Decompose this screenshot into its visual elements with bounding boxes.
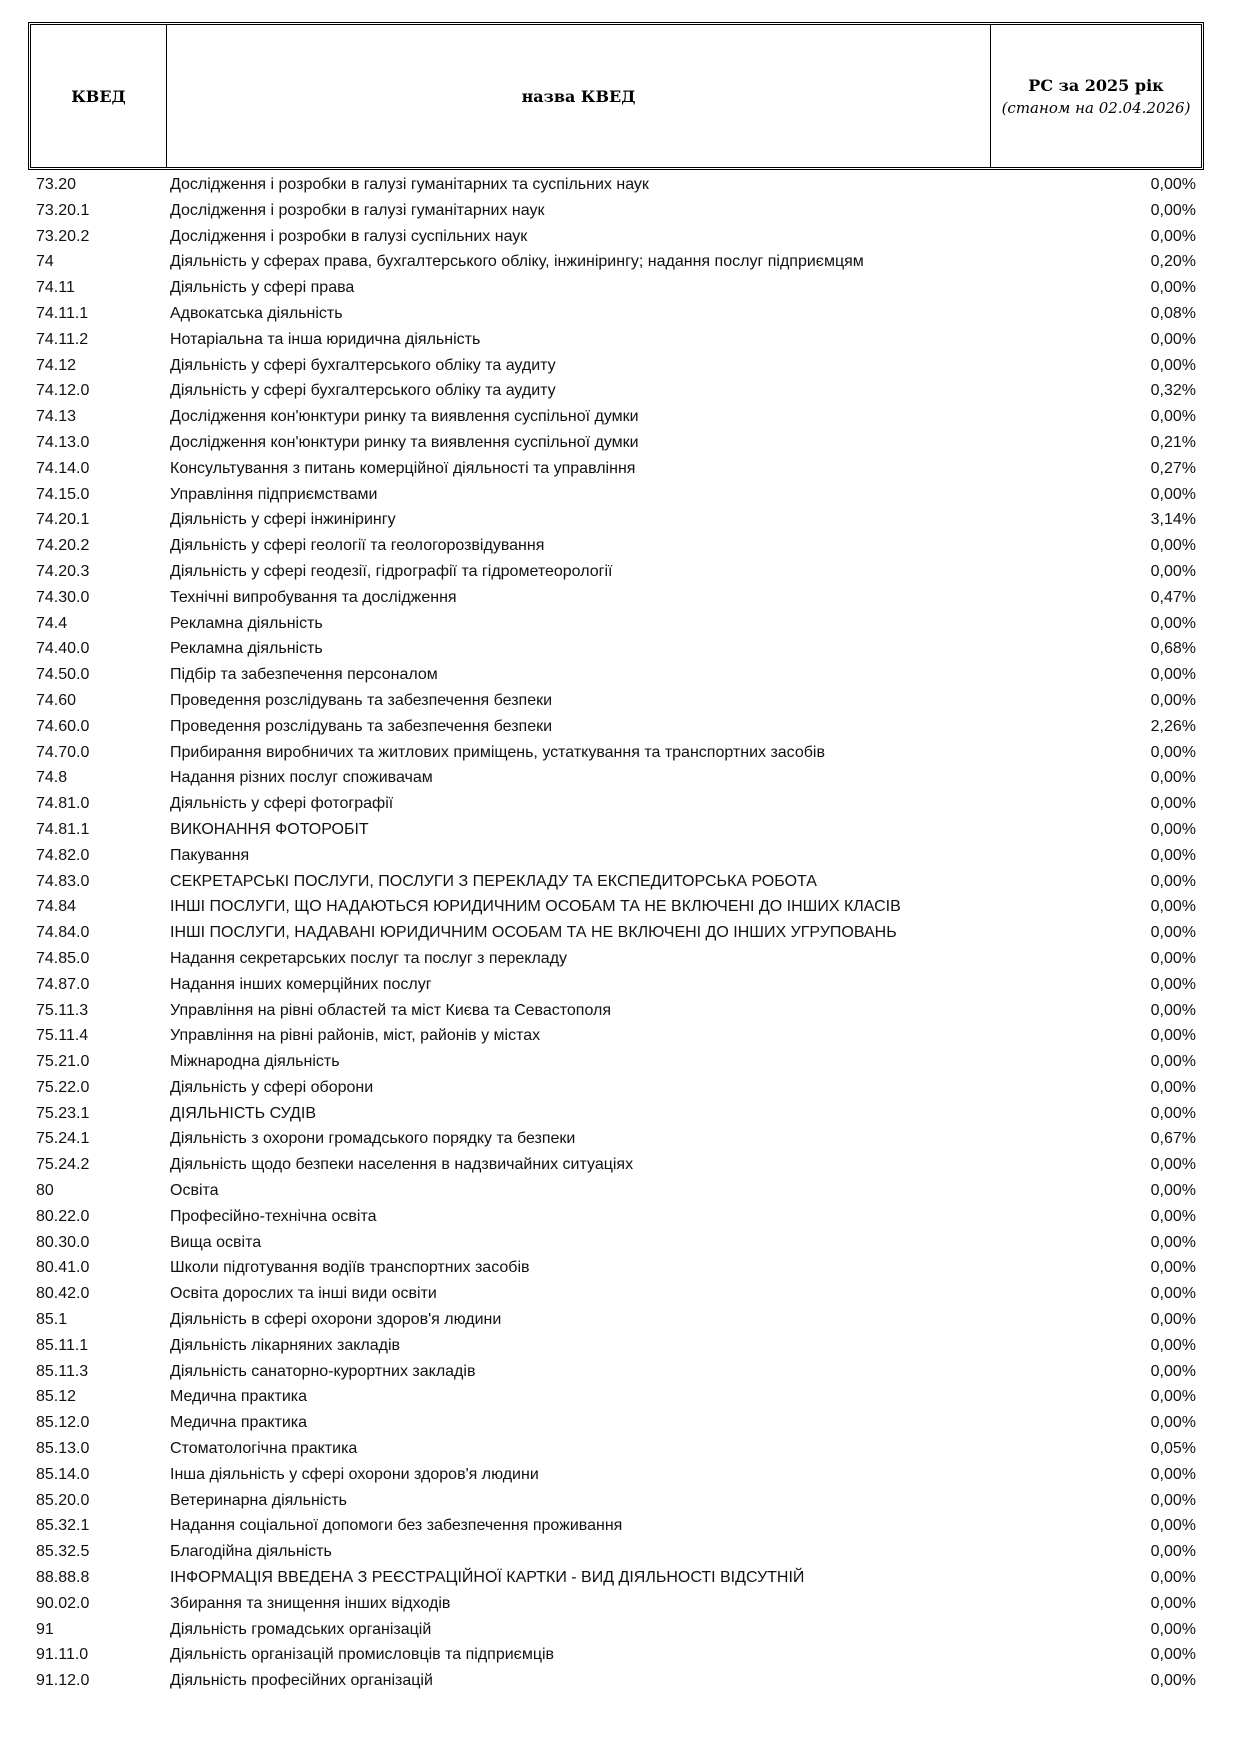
row-code: 74.11 <box>36 279 75 297</box>
row-value: 0,00% <box>1150 1027 1196 1045</box>
table-row <box>0 430 1240 456</box>
table-row <box>0 1023 1240 1049</box>
row-name: СЕКРЕТАРСЬКІ ПОСЛУГИ, ПОСЛУГИ З ПЕРЕКЛАДУ ТА ЕКСПЕДИТОРСЬКА РОБОТА <box>170 872 817 890</box>
row-code: 91.11.0 <box>36 1646 89 1664</box>
row-name: Благодійна діяльність <box>170 1543 332 1561</box>
table-row <box>0 1333 1240 1359</box>
row-value: 0,00% <box>1150 1259 1196 1277</box>
row-code: 75.11.4 <box>36 1027 89 1045</box>
row-value: 3,14% <box>1150 511 1196 529</box>
row-code: 74.60.0 <box>36 717 90 735</box>
table-row <box>0 1281 1240 1307</box>
row-value: 0,00% <box>1150 537 1196 555</box>
row-name: ІНШІ ПОСЛУГИ, ЩО НАДАЮТЬСЯ ЮРИДИЧНИМ ОСОБАМ ТА НЕ ВКЛЮЧЕНІ ДО ІНШИХ КЛАСІВ <box>170 898 901 916</box>
row-code: 91 <box>36 1620 54 1638</box>
row-code: 74.84 <box>36 898 77 916</box>
row-code: 74.12 <box>36 356 77 374</box>
row-value: 0,00% <box>1150 1672 1196 1690</box>
row-value: 0,00% <box>1150 1156 1196 1174</box>
table-row <box>0 559 1240 585</box>
row-value: 0,00% <box>1150 1362 1196 1380</box>
table-row <box>0 301 1240 327</box>
row-name: Адвокатська діяльність <box>170 304 343 322</box>
row-name: Прибирання виробничих та житлових приміщень, устаткування та транспортних засобів <box>170 743 825 761</box>
row-value: 0,00% <box>1150 1465 1196 1483</box>
table-row <box>0 1488 1240 1514</box>
row-name: Діяльність у сфері оборони <box>170 1078 374 1096</box>
row-value: 0,00% <box>1150 1569 1196 1587</box>
row-name: Інша діяльність у сфері охорони здоров'я людини <box>170 1465 539 1483</box>
row-value: 0,08% <box>1150 304 1196 322</box>
row-value: 0,00% <box>1150 1311 1196 1329</box>
row-code: 75.11.3 <box>36 1001 89 1019</box>
row-value: 0,00% <box>1150 1646 1196 1664</box>
row-value: 0,00% <box>1150 1001 1196 1019</box>
row-name: ВИКОНАННЯ ФОТОРОБІТ <box>170 820 369 838</box>
row-code: 74.30.0 <box>36 588 90 606</box>
row-name: Вища освіта <box>170 1233 262 1251</box>
row-code: 74.11.1 <box>36 304 89 322</box>
table-row <box>0 404 1240 430</box>
row-code: 74.50.0 <box>36 666 90 684</box>
row-value: 0,00% <box>1150 949 1196 967</box>
row-code: 74.20.1 <box>36 511 90 529</box>
row-name: ДІЯЛЬНІСТЬ СУДІВ <box>170 1104 316 1122</box>
row-value: 0,05% <box>1150 1440 1196 1458</box>
header-name-label: назва КВЕД <box>521 86 636 106</box>
row-name: Діяльність у сфері бухгалтерського обліку та аудиту <box>170 356 556 374</box>
row-code: 85.1 <box>36 1311 68 1329</box>
row-value: 0,00% <box>1150 330 1196 348</box>
row-value: 0,67% <box>1150 1130 1196 1148</box>
row-value: 0,00% <box>1150 356 1196 374</box>
row-code: 75.22.0 <box>36 1078 90 1096</box>
row-value: 0,00% <box>1150 1388 1196 1406</box>
row-name: Підбір та забезпечення персоналом <box>170 666 438 684</box>
row-name: Проведення розслідувань та забезпечення безпеки <box>170 717 553 735</box>
row-code: 85.11.3 <box>36 1362 89 1380</box>
row-code: 74.13 <box>36 408 77 426</box>
table-row <box>0 791 1240 817</box>
table-row <box>0 1204 1240 1230</box>
row-value: 0,00% <box>1150 1594 1196 1612</box>
table-row <box>0 1049 1240 1075</box>
table-row <box>0 1462 1240 1488</box>
row-name: ІНШІ ПОСЛУГИ, НАДАВАНІ ЮРИДИЧНИМ ОСОБАМ ТА НЕ ВКЛЮЧЕНІ ДО ІНШИХ УГРУПОВАНЬ <box>170 924 897 942</box>
row-value: 0,00% <box>1150 201 1196 219</box>
row-code: 85.11.1 <box>36 1336 89 1354</box>
table-row <box>0 533 1240 559</box>
table-row <box>0 275 1240 301</box>
row-name: Медична практика <box>170 1414 307 1432</box>
row-value: 0,00% <box>1150 1336 1196 1354</box>
table-row <box>0 378 1240 404</box>
table-row <box>0 482 1240 508</box>
table-row <box>0 817 1240 843</box>
row-code: 85.32.5 <box>36 1543 90 1561</box>
row-value: 0,00% <box>1150 743 1196 761</box>
header-code-label: КВЕД <box>71 86 126 106</box>
row-name: Медична практика <box>170 1388 307 1406</box>
row-name: Діяльність громадських організацій <box>170 1620 432 1638</box>
table-row <box>0 946 1240 972</box>
row-code: 80 <box>36 1182 54 1200</box>
row-name: Дослідження і розробки в галузі гуманітарних наук <box>170 201 545 219</box>
row-name: Управління на рівні районів, міст, районів у містах <box>170 1027 541 1045</box>
row-name: Освіта дорослих та інші види освіти <box>170 1285 437 1303</box>
row-name: Діяльність у сфері права <box>170 279 355 297</box>
table-row <box>0 1359 1240 1385</box>
table-row <box>0 869 1240 895</box>
row-value: 0,00% <box>1150 1543 1196 1561</box>
row-code: 85.12 <box>36 1388 77 1406</box>
row-name: Діяльність у сфері фотографії <box>170 795 394 813</box>
row-code: 74.20.3 <box>36 562 90 580</box>
row-value: 0,00% <box>1150 1233 1196 1251</box>
row-value: 0,68% <box>1150 640 1196 658</box>
row-code: 85.13.0 <box>36 1440 90 1458</box>
row-value: 0,00% <box>1150 898 1196 916</box>
row-name: Стоматологічна практика <box>170 1440 358 1458</box>
row-code: 91.12.0 <box>36 1672 90 1690</box>
row-code: 74.81.1 <box>36 820 90 838</box>
row-code: 85.20.0 <box>36 1491 90 1509</box>
row-name: Надання інших комерційних послуг <box>170 975 432 993</box>
row-name: Пакування <box>170 846 250 864</box>
table-row <box>0 1668 1240 1694</box>
table-row <box>0 740 1240 766</box>
row-code: 80.22.0 <box>36 1207 90 1225</box>
row-name: Збирання та знищення інших відходів <box>170 1594 451 1612</box>
table-row <box>0 765 1240 791</box>
row-name: Діяльність лікарняних закладів <box>170 1336 401 1354</box>
header-cell-name <box>167 25 991 167</box>
row-value: 2,26% <box>1150 717 1196 735</box>
table-row <box>0 1565 1240 1591</box>
row-value: 0,00% <box>1150 1414 1196 1432</box>
header-cell-value <box>991 25 1201 167</box>
row-name: Діяльність у сфері бухгалтерського обліку та аудиту <box>170 382 556 400</box>
row-code: 74.15.0 <box>36 485 90 503</box>
table-row <box>0 456 1240 482</box>
table-row <box>0 1307 1240 1333</box>
row-code: 80.30.0 <box>36 1233 90 1251</box>
row-code: 90.02.0 <box>36 1594 90 1612</box>
table-row <box>0 507 1240 533</box>
row-code: 73.20 <box>36 176 77 193</box>
row-code: 73.20.1 <box>36 201 90 219</box>
row-value: 0,00% <box>1150 1517 1196 1535</box>
row-code: 74.87.0 <box>36 975 90 993</box>
row-name: Дослідження кон'юнктури ринку та виявлення суспільної думки <box>170 408 639 426</box>
row-value: 0,00% <box>1150 846 1196 864</box>
row-value: 0,27% <box>1150 459 1196 477</box>
row-value: 0,21% <box>1150 433 1196 451</box>
row-code: 85.14.0 <box>36 1465 90 1483</box>
row-code: 74.81.0 <box>36 795 90 813</box>
row-code: 73.20.2 <box>36 227 90 245</box>
row-value: 0,00% <box>1150 408 1196 426</box>
row-value: 0,00% <box>1150 924 1196 942</box>
table-row <box>0 224 1240 250</box>
row-value: 0,00% <box>1150 769 1196 787</box>
row-code: 74 <box>36 253 54 271</box>
table-row <box>0 662 1240 688</box>
row-code: 74.11.2 <box>36 330 89 348</box>
table-row <box>0 198 1240 224</box>
row-name: Діяльність санаторно-курортних закладів <box>170 1362 476 1380</box>
row-code: 75.24.2 <box>36 1156 90 1174</box>
row-name: Дослідження кон'юнктури ринку та виявлення суспільної думки <box>170 433 639 451</box>
row-name: Діяльність у сферах права, бухгалтерського обліку, інжинірингу; надання послуг підприємцям <box>170 253 864 271</box>
table-row <box>0 1591 1240 1617</box>
row-code: 80.41.0 <box>36 1259 90 1277</box>
row-name: Міжнародна діяльність <box>170 1053 340 1071</box>
row-value: 0,00% <box>1150 562 1196 580</box>
table-row <box>0 585 1240 611</box>
row-name: Діяльність професійних організацій <box>170 1672 433 1690</box>
table-row <box>0 843 1240 869</box>
row-value: 0,00% <box>1150 1207 1196 1225</box>
row-value: 0,00% <box>1150 227 1196 245</box>
table-row <box>0 636 1240 662</box>
row-name: Технічні випробування та дослідження <box>170 588 457 606</box>
table-row <box>0 249 1240 275</box>
table-row <box>0 1230 1240 1256</box>
table-row <box>0 327 1240 353</box>
row-code: 75.21.0 <box>36 1053 90 1071</box>
row-name: Дослідження і розробки в галузі суспільних наук <box>170 227 528 245</box>
row-value: 0,00% <box>1150 1620 1196 1638</box>
row-code: 74.14.0 <box>36 459 90 477</box>
row-code: 75.24.1 <box>36 1130 90 1148</box>
row-name: Діяльність в сфері охорони здоров'я людини <box>170 1311 502 1329</box>
row-name: Школи підготування водіїв транспортних засобів <box>170 1259 530 1277</box>
row-code: 85.32.1 <box>36 1517 90 1535</box>
table-row <box>0 1152 1240 1178</box>
row-code: 85.12.0 <box>36 1414 90 1432</box>
table-row <box>0 1617 1240 1643</box>
table-row <box>0 1075 1240 1101</box>
table-row <box>0 1101 1240 1127</box>
row-value: 0,00% <box>1150 485 1196 503</box>
table-row <box>0 1642 1240 1668</box>
table-row <box>0 611 1240 637</box>
row-code: 74.4 <box>36 614 68 632</box>
row-name: Ветеринарна діяльність <box>170 1491 348 1509</box>
row-name: Діяльність у сфері інжинірингу <box>170 511 396 529</box>
row-code: 74.20.2 <box>36 537 90 555</box>
row-value: 0,00% <box>1150 872 1196 890</box>
row-value: 0,00% <box>1150 1104 1196 1122</box>
row-value: 0,00% <box>1150 666 1196 684</box>
row-value: 0,32% <box>1150 382 1196 400</box>
row-name: Діяльність у сфері геодезії, гідрографії та гідрометеорології <box>170 562 613 580</box>
table-row <box>0 1255 1240 1281</box>
row-value: 0,00% <box>1150 1078 1196 1096</box>
row-name: ІНФОРМАЦІЯ ВВЕДЕНА З РЕЄСТРАЦІЙНОЇ КАРТКИ - ВИД ДІЯЛЬНОСТІ ВІДСУТНІЙ <box>170 1569 805 1587</box>
table-row <box>0 920 1240 946</box>
row-name: Нотаріальна та інша юридична діяльність <box>170 330 481 348</box>
row-name: Освіта <box>170 1182 219 1200</box>
table-row <box>0 1513 1240 1539</box>
row-value: 0,00% <box>1150 279 1196 297</box>
table-body <box>0 172 1240 1694</box>
table-row <box>0 1384 1240 1410</box>
row-name: Управління підприємствами <box>170 485 378 503</box>
row-value: 0,00% <box>1150 795 1196 813</box>
row-value: 0,00% <box>1150 1053 1196 1071</box>
row-name: Дослідження і розробки в галузі гуманітарних та суспільних наук <box>170 176 649 193</box>
row-name: Діяльність у сфері геології та геологорозвідування <box>170 537 545 555</box>
table-row <box>0 1410 1240 1436</box>
row-code: 74.85.0 <box>36 949 90 967</box>
table-row <box>0 353 1240 379</box>
table-row <box>0 688 1240 714</box>
table-row <box>0 972 1240 998</box>
table-row <box>0 1126 1240 1152</box>
row-value: 0,00% <box>1150 820 1196 838</box>
row-code: 74.13.0 <box>36 433 90 451</box>
table-row <box>0 1178 1240 1204</box>
table-row <box>0 894 1240 920</box>
row-code: 80.42.0 <box>36 1285 90 1303</box>
header-value-title: РС за 2025 рік <box>1028 75 1164 95</box>
row-value: 0,00% <box>1150 1182 1196 1200</box>
row-name: Надання різних послуг споживачам <box>170 769 433 787</box>
table-row <box>0 172 1240 198</box>
row-value: 0,00% <box>1150 1491 1196 1509</box>
row-code: 74.12.0 <box>36 382 90 400</box>
row-value: 0,47% <box>1150 588 1196 606</box>
row-code: 74.70.0 <box>36 743 90 761</box>
row-value: 0,00% <box>1150 614 1196 632</box>
table-header <box>28 22 1204 170</box>
row-value: 0,00% <box>1150 1285 1196 1303</box>
row-value: 0,00% <box>1150 691 1196 709</box>
table-row <box>0 1539 1240 1565</box>
table-row <box>0 1436 1240 1462</box>
row-code: 74.60 <box>36 691 77 709</box>
header-value-subtitle: (станом на 02.04.2026) <box>1001 98 1191 117</box>
row-code: 74.83.0 <box>36 872 90 890</box>
row-name: Проведення розслідувань та забезпечення безпеки <box>170 691 553 709</box>
row-code: 74.40.0 <box>36 640 90 658</box>
header-cell-code <box>31 25 167 167</box>
row-name: Діяльність щодо безпеки населення в надзвичайних ситуаціях <box>170 1156 634 1174</box>
row-name: Надання соціальної допомоги без забезпечення проживання <box>170 1517 623 1535</box>
row-value: 0,00% <box>1150 975 1196 993</box>
table-row <box>0 998 1240 1024</box>
table-row <box>0 714 1240 740</box>
row-value: 0,00% <box>1150 176 1196 193</box>
row-name: Рекламна діяльність <box>170 640 323 658</box>
row-code: 74.84.0 <box>36 924 90 942</box>
row-name: Консультування з питань комерційної діяльності та управління <box>170 459 636 477</box>
row-code: 74.8 <box>36 769 68 787</box>
row-value: 0,20% <box>1150 253 1196 271</box>
row-code: 75.23.1 <box>36 1104 90 1122</box>
row-name: Управління на рівні областей та міст Києва та Севастополя <box>170 1001 612 1019</box>
row-name: Надання секретарських послуг та послуг з перекладу <box>170 949 568 967</box>
row-name: Діяльність з охорони громадського порядку та безпеки <box>170 1130 576 1148</box>
row-name: Професійно-технічна освіта <box>170 1207 377 1225</box>
row-code: 74.82.0 <box>36 846 90 864</box>
row-name: Рекламна діяльність <box>170 614 323 632</box>
row-name: Діяльність організацій промисловців та підприємців <box>170 1646 555 1664</box>
row-code: 88.88.8 <box>36 1569 90 1587</box>
